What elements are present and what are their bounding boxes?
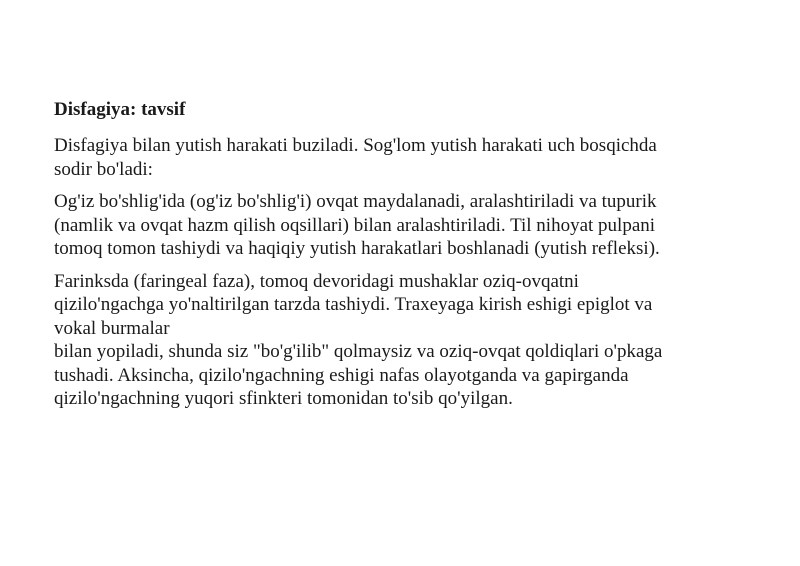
paragraph-pharyngeal-phase — [54, 270, 744, 411]
text-line: Og'iz bo'shlig'ida (og'iz bo'shlig'i) ovqat maydalanadi, aralashtiriladi va tupurik — [54, 191, 657, 212]
document-page — [54, 98, 744, 420]
text-line: tomoq tomon tashiydi va haqiqiy yutish harakatlari boshlanadi (yutish refleksi). — [54, 238, 660, 259]
text-line: (namlik va ovqat hazm qilish oqsillari) bilan aralashtiriladi. Til nihoyat pulpani — [54, 214, 656, 236]
text-line: qizilo'ngachning yuqori sfinkteri tomonidan to'sib qo'yilgan. — [54, 388, 513, 409]
text-line: sodir bo'ladi: — [54, 158, 153, 180]
text-line: Disfagiya bilan yutish harakati buziladi. Sog'lom yutish harakati uch bosqichda — [54, 135, 657, 156]
document-title: Disfagiya: tavsif — [54, 99, 186, 120]
text-line: Farinksda (faringeal faza), tomoq devoridagi mushaklar oziq-ovqatni — [54, 270, 579, 292]
paragraph-oral-phase — [54, 190, 744, 261]
text-line: vokal burmalar — [54, 317, 170, 339]
text-line: bilan yopiladi, shunda siz "bo'g'ilib" qolmaysiz va oziq-ovqat qoldiqlari o'pkaga — [54, 341, 663, 362]
paragraph-intro — [54, 134, 744, 181]
text-line: qizilo'ngachga yo'naltirilgan tarzda tashiydi. Traxeyaga kirish eshigi epiglot va — [54, 294, 653, 315]
text-line: tushadi. Aksincha, qizilo'ngachning eshigi nafas olayotganda va gapirganda — [54, 364, 629, 386]
